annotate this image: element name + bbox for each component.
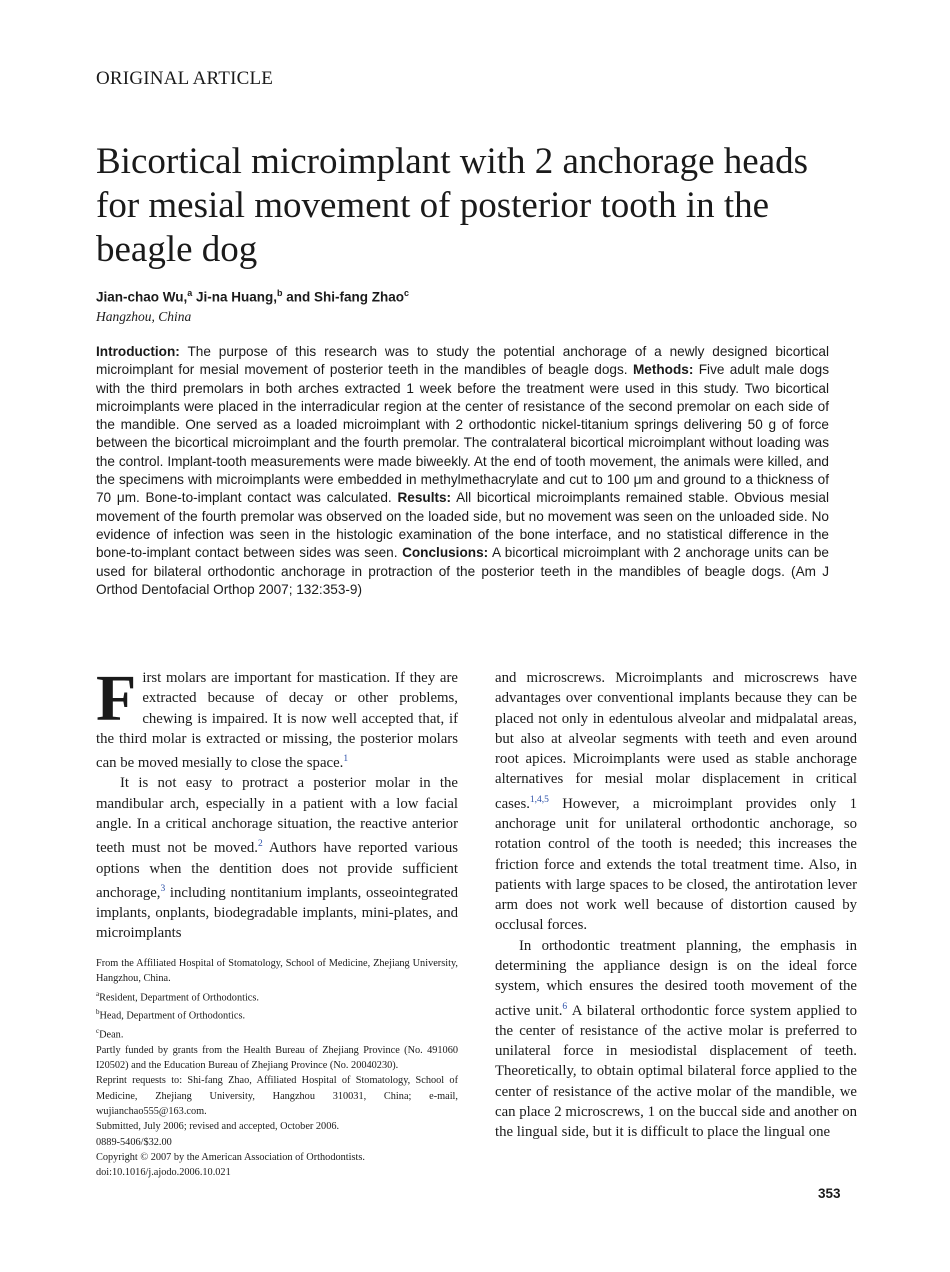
footnote-text: Head, Department of Orthodontics. <box>99 1010 246 1022</box>
author-affiliation-mark: b <box>277 288 283 298</box>
footnote-a <box>96 987 458 1006</box>
footnote-funding: Partly funded by grants from the Health Bureau of Zhejiang Province (No. 491060 I20502) and the Education Bureau of Zhejiang Province (No. 20040230). <box>96 1044 458 1072</box>
author-name: Jian-chao Wu, <box>96 289 188 305</box>
paragraph-text: and microscrews. Microimplants and microscrews have advantages over conventional implants because they can be placed not only in edentulous alveolar and midpalatal areas, but also at alveolar segments with teeth and even around root apices. Microimplants were used as stable anchorage alternatives for mesial molar displacement in critical cases. <box>495 670 857 812</box>
abstract-results-label: Results: <box>397 490 452 506</box>
abstract-intro-text: The purpose of this research was to study the potential anchorage of a newly designed bicortical microimplant for mesial movement of posterior teeth in the mandibles of beagle dogs. <box>96 344 829 378</box>
paragraph-text: irst molars are important for mastication. If they are extracted because of decay or other problems, chewing is impaired. It is now well accepted that, if the third molar is extracted or missing, the posterior molars can be moved mesially to close the space. <box>96 670 458 772</box>
abstract-methods-text: Five adult male dogs with the third premolars in both arches extracted 1 week before the treatment were used in this study. Two bicortical microimplants were placed in the interradicular region at the center of resistance of the second premolar on each side of the mandible. One served as a loaded microimplant with 2 orthodontic nickel-titanium springs delivering 50 g of force between the bicortical microimplant and the fourth premolar. The contralateral bicortical microimplant without loading was the control. Implant-tooth measurements were made biweekly. At the end of tooth movement, the animals were killed, and the specimens with microimplants were embedded in methylmethacrylate and cut to 100 μm and ground to a thickness of 70 μm. Bone-to-implant contact was calculated. <box>96 362 829 506</box>
abstract-intro-label: Introduction: <box>96 344 180 359</box>
paragraph-text: It is not easy to protract a posterior molar in the mandibular arch, especially in a patient with a low facial angle. In a critical anchorage situation, the reactive anterior teeth must not be moved. <box>96 775 458 857</box>
footnote-doi[interactable]: doi:10.1016/j.ajodo.2006.10.021 <box>96 1167 231 1179</box>
citation-link[interactable]: 2 <box>257 839 263 850</box>
footnote-c <box>96 1024 458 1043</box>
footnotes <box>96 956 458 1180</box>
footnote-mark: c <box>96 1027 100 1036</box>
author-location: Hangzhou, China <box>96 309 192 324</box>
drop-cap: F <box>96 662 137 735</box>
author-list <box>96 288 409 305</box>
footnote-issn: 0889-5406/$32.00 <box>96 1136 172 1148</box>
paragraph-text: Authors have reported various options when the dentition does not provide sufficient anchorage, <box>96 840 458 901</box>
author-affiliation-mark: c <box>404 288 410 298</box>
body-paragraph <box>96 773 458 943</box>
body-paragraph <box>495 936 857 1143</box>
footnote-submitted: Submitted, July 2006; revised and accepted, October 2006. <box>96 1121 340 1133</box>
page-number: 353 <box>818 1186 841 1201</box>
abstract <box>96 343 829 599</box>
author-name: Ji-na Huang, <box>192 289 278 305</box>
body-column-right <box>495 668 857 1143</box>
citation-link[interactable]: 1 <box>343 754 349 765</box>
abstract-results-text: All bicortical microimplants remained stable. Obvious mesial movement of the fourth premolar was observed on the loaded side, but no movement was seen on the unloaded side. No evidence of infection was seen in the histologic examination of the bone interface, and no statistical difference in the bone-to-implant contact between sides was seen. <box>96 490 829 561</box>
body-column-left <box>96 662 458 944</box>
footnote-text: Dean. <box>99 1029 124 1041</box>
footnote-reprint: Reprint requests to: Shi-fang Zhao, Affiliated Hospital of Stomatology, School of Medicine, Zhejiang University, Hangzhou 310031, China; e-mail, wujianchao555@163.com. <box>96 1075 458 1117</box>
citation-link[interactable]: 1,4,5 <box>529 794 549 805</box>
footnote-affiliation: From the Affiliated Hospital of Stomatology, School of Medicine, Zhejiang University, Hangzhou, China. <box>96 958 458 985</box>
author-name: and Shi-fang Zhao <box>282 289 405 305</box>
footnote-mark: a <box>96 989 100 998</box>
footnote-copyright: Copyright © 2007 by the American Association of Orthodontists. <box>96 1151 365 1163</box>
author-affiliation-mark: a <box>187 288 193 298</box>
footnote-mark: b <box>96 1008 100 1017</box>
paragraph-text: In orthodontic treatment planning, the emphasis in determining the appliance design is on the ideal force system, which ensures the desired tooth movement of the active unit. <box>495 937 857 1019</box>
body-paragraph <box>495 668 857 936</box>
abstract-methods-label: Methods: <box>632 362 694 378</box>
paragraph-text: A bilateral orthodontic force system applied to the center of resistance of the active molar is preferred to unilateral force in mesiodistal displacement of teeth. Theoretically, to obtain optimal bilateral force applied to the center of resistance of the active molar of the mandible, we can place 2 microscrews, 1 on the buccal side and another on the lingual side, but it is difficult to place the lingual one <box>495 1002 857 1141</box>
paragraph-text: including nontitanium implants, osseointegrated implants, onplants, biodegradable implants, mini-plates, and microimplants <box>96 884 458 942</box>
section-label: ORIGINAL ARTICLE <box>96 68 274 89</box>
article-title: Bicortical microimplant with 2 anchorage heads for mesial movement of posterior tooth in the beagle dog <box>96 141 809 270</box>
abstract-conclusions-text: A bicortical microimplant with 2 anchorage units can be used for bilateral orthodontic anchorage in protraction of the posterior teeth in the mandibles of beagle dogs. (Am J Orthod Dentofacial Orthop 2007; 132:353-9) <box>96 545 829 597</box>
footnote-text: Resident, Department of Orthodontics. <box>99 992 259 1004</box>
paragraph-text: However, a microimplant provides only 1 anchorage unit for unilateral orthodontic anchorage, so rotation control of the tooth is needed; this increases the friction force and extends the total treatment time. Also, in patients with large spaces to be closed, the antirotation lever arm does not work well because of distortion caused by occlusal forces. <box>495 795 857 934</box>
body-paragraph <box>96 662 458 773</box>
citation-link[interactable]: 6 <box>562 1001 568 1012</box>
abstract-conclusions-label: Conclusions: <box>402 545 489 561</box>
footnote-b <box>96 1005 458 1024</box>
citation-link[interactable]: 3 <box>160 883 166 894</box>
